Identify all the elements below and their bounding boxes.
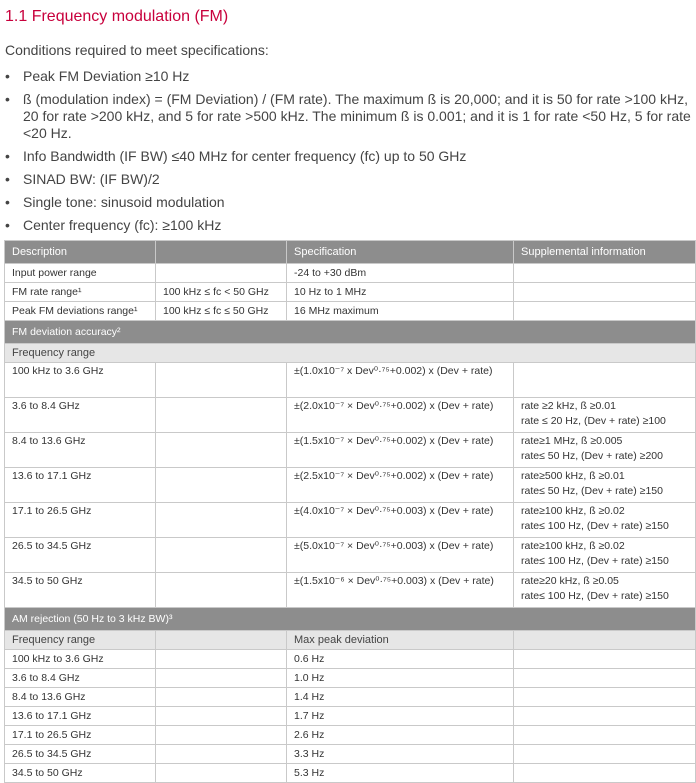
table-row: 26.5 to 34.5 GHz 3.3 Hz (5, 745, 696, 764)
condition-item: • Peak FM Deviation ≥10 Hz (5, 68, 190, 84)
bullet-icon: • (5, 194, 10, 210)
table-row: FM rate range¹ 100 kHz ≤ fc < 50 GHz 10 Hz to 1 MHz (5, 283, 696, 302)
table-row: Peak FM deviations range¹ 100 kHz ≤ fc ≤ 50 GHz 16 MHz maximum (5, 302, 696, 321)
header-condition (156, 241, 287, 264)
section-row-fm-accuracy: FM deviation accuracy² (5, 321, 696, 344)
bullet-icon: • (5, 148, 10, 164)
section-title: 1.1 Frequency modulation (FM) (5, 8, 229, 25)
table-row: Input power range -24 to +30 dBm (5, 264, 696, 283)
subheader-row: Frequency range (5, 344, 696, 363)
bullet-icon: • (5, 217, 10, 233)
condition-item: • Center frequency (fc): ≥100 kHz (5, 217, 222, 233)
table-row: 17.1 to 26.5 GHz 2.6 Hz (5, 726, 696, 745)
condition-item: • Single tone: sinusoid modulation (5, 194, 225, 210)
table-row: 34.5 to 50 GHz 5.3 Hz (5, 764, 696, 783)
bullet-icon: • (5, 171, 10, 187)
section-row-am-rejection: AM rejection (50 Hz to 3 kHz BW)³ (5, 608, 696, 631)
table-row: 3.6 to 8.4 GHz 1.0 Hz (5, 669, 696, 688)
condition-item: • SINAD BW: (IF BW)/2 (5, 171, 160, 187)
table-row: 13.6 to 17.1 GHz ±(2.5x10⁻⁷ × Dev⁰·⁷⁵+0.002) x (Dev + rate) rate≥500 kHz, ß ≥0.01 rate≤ 50 Hz, (Dev + rate) ≥150 (5, 468, 696, 503)
bullet-icon: • (5, 91, 10, 107)
header-supplemental: Supplemental information (514, 241, 696, 264)
fm-spec-table (4, 240, 696, 783)
table-row: 3.6 to 8.4 GHz ±(2.0x10⁻⁷ × Dev⁰·⁷⁵+0.002) x (Dev + rate) rate ≥2 kHz, ß ≥0.01 rate ≤ 20 Hz, (Dev + rate) ≥100 (5, 398, 696, 433)
table-row: 8.4 to 13.6 GHz ±(1.5x10⁻⁷ × Dev⁰·⁷⁵+0.002) x (Dev + rate) rate≥1 MHz, ß ≥0.005 rate≤ 50 Hz, (Dev + rate) ≥200 (5, 433, 696, 468)
table-row: 8.4 to 13.6 GHz 1.4 Hz (5, 688, 696, 707)
table-row: 34.5 to 50 GHz ±(1.5x10⁻⁶ × Dev⁰·⁷⁵+0.003) x (Dev + rate) rate≥20 kHz, ß ≥0.05 rate≤ 100 Hz, (Dev + rate) ≥150 (5, 573, 696, 608)
table-row: 100 kHz to 3.6 GHz 0.6 Hz (5, 650, 696, 669)
table-row: 13.6 to 17.1 GHz 1.7 Hz (5, 707, 696, 726)
header-description: Description (5, 241, 156, 264)
bullet-icon: • (5, 68, 10, 84)
conditions-list (5, 68, 693, 240)
table-row: 17.1 to 26.5 GHz ±(4.0x10⁻⁷ × Dev⁰·⁷⁵+0.003) x (Dev + rate) rate≥100 kHz, ß ≥0.02 rate≤ 100 Hz, (Dev + rate) ≥150 (5, 503, 696, 538)
conditions-intro: Conditions required to meet specifications: (5, 42, 269, 58)
table-header (5, 241, 696, 264)
condition-item: • ß (modulation index) = (FM Deviation) / (FM rate). The maximum ß is 20,000; and it is 50 for rate >100 kHz, 20 for rate >200 kHz, and 5 for rate >500 kHz. The minimum ß is 0.001; and it is 1 for rate <50 Hz, 5 for rate <20 Hz. (5, 91, 691, 141)
condition-item: • Info Bandwidth (IF BW) ≤40 MHz for center frequency (fc) up to 50 GHz (5, 148, 467, 164)
header-specification: Specification (287, 241, 514, 264)
table-row: 100 kHz to 3.6 GHz ±(1.0x10⁻⁷ x Dev⁰·⁷⁵+0.002) x (Dev + rate) (5, 363, 696, 398)
table-row: 26.5 to 34.5 GHz ±(5.0x10⁻⁷ × Dev⁰·⁷⁵+0.003) x (Dev + rate) rate≥100 kHz, ß ≥0.02 rate≤ 100 Hz, (Dev + rate) ≥150 (5, 538, 696, 573)
subheader-row: Frequency range Max peak deviation (5, 631, 696, 650)
